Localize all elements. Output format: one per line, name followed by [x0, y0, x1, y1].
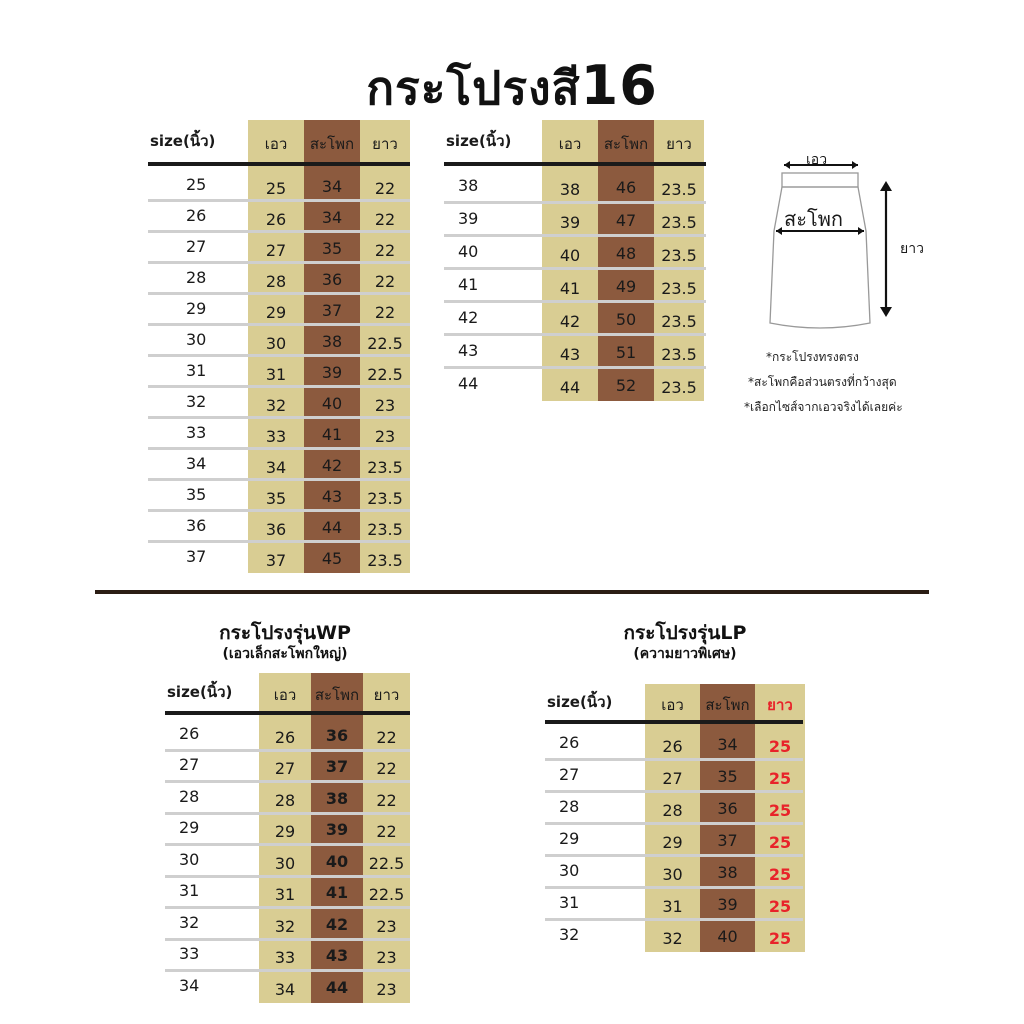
header-waist: เอว — [558, 135, 582, 153]
row-separator — [148, 354, 410, 357]
waist-cell: 37 — [265, 550, 287, 570]
row-separator — [444, 366, 706, 369]
page-title-number: 16 — [580, 54, 658, 117]
header-size: size(นิ้ว) — [150, 132, 216, 150]
length-cell: 22 — [376, 759, 397, 779]
length-cell: 22 — [374, 240, 396, 260]
size-cell: 29 — [559, 829, 580, 848]
hip-cell: 39 — [325, 820, 349, 840]
waist-cell: 44 — [559, 377, 581, 397]
hip-cell: 38 — [717, 863, 738, 882]
waist-cell: 31 — [662, 897, 683, 916]
waist-cell: 32 — [274, 916, 296, 936]
size-cell: 27 — [179, 755, 200, 775]
hip-cell: 47 — [615, 210, 637, 230]
size-cell: 33 — [186, 422, 207, 442]
length-cell: 22 — [376, 790, 397, 810]
hip-cell: 41 — [321, 424, 343, 444]
length-cell: 22 — [374, 302, 396, 322]
row-separator — [165, 875, 410, 878]
wp-subtitle: (เอวเล็กสะโพกใหญ่) — [222, 646, 348, 662]
size-cell: 34 — [186, 453, 207, 473]
row-separator — [148, 509, 410, 512]
row-separator — [165, 969, 410, 972]
hip-cell: 37 — [325, 757, 349, 777]
length-cell: 23.5 — [661, 212, 697, 232]
length-cell: 23.5 — [661, 278, 697, 298]
hip-cell: 51 — [615, 342, 637, 362]
size-cell: 26 — [179, 723, 200, 743]
hip-cell: 38 — [321, 331, 343, 351]
size-cell: 31 — [179, 881, 200, 901]
hip-cell: 37 — [717, 831, 738, 850]
length-cell: 22 — [374, 178, 396, 198]
size-table-main-left — [148, 120, 420, 573]
row-separator — [148, 540, 410, 543]
waist-cell: 25 — [265, 178, 287, 198]
length-cell: 22.5 — [367, 333, 403, 353]
row-separator — [148, 261, 410, 264]
size-cell: 30 — [559, 861, 580, 880]
waist-cell: 32 — [265, 395, 287, 415]
waist-cell: 43 — [559, 344, 581, 364]
waist-cell: 31 — [265, 364, 287, 384]
waist-cell: 26 — [662, 737, 683, 756]
length-cell: 23 — [376, 916, 397, 936]
hip-cell: 34 — [321, 176, 343, 196]
length-cell: 23 — [374, 426, 396, 446]
hip-cell: 52 — [615, 375, 637, 395]
row-separator — [444, 201, 706, 204]
size-cell: 42 — [458, 307, 479, 327]
length-cell: 23 — [376, 948, 397, 968]
waist-cell: 34 — [265, 457, 287, 477]
waist-cell: 42 — [559, 311, 581, 331]
hip-cell: 40 — [321, 393, 343, 413]
length-cell: 25 — [768, 897, 792, 916]
waist-cell: 41 — [559, 278, 581, 298]
row-separator — [545, 918, 803, 921]
size-cell: 43 — [458, 340, 479, 360]
size-cell: 35 — [186, 484, 207, 504]
length-cell: 25 — [768, 769, 792, 788]
waist-cell: 39 — [559, 212, 581, 232]
skirt-diagram — [760, 145, 940, 345]
header-hip: สะโพก — [705, 696, 750, 714]
hip-cell: 45 — [321, 548, 343, 568]
waist-cell: 30 — [662, 865, 683, 884]
waist-cell: 29 — [662, 833, 683, 852]
row-separator — [165, 749, 410, 752]
hip-cell: 39 — [321, 362, 343, 382]
length-cell: 22.5 — [368, 885, 405, 905]
length-cell: 23.5 — [367, 550, 403, 570]
row-separator — [444, 300, 706, 303]
row-separator — [165, 906, 410, 909]
hip-cell: 36 — [717, 799, 738, 818]
header-hip: สะโพก — [603, 135, 649, 153]
waist-cell: 34 — [274, 979, 296, 999]
length-cell: 25 — [768, 865, 792, 884]
row-separator — [148, 292, 410, 295]
length-cell: 23 — [374, 395, 396, 415]
lp-title: กระโปรงรุ่นLP — [623, 622, 747, 644]
row-separator — [545, 854, 803, 857]
hip-cell: 36 — [321, 269, 343, 289]
length-cell: 23.5 — [661, 311, 697, 331]
size-table-wp — [165, 673, 420, 1003]
size-cell: 26 — [186, 205, 207, 225]
waist-cell: 36 — [265, 519, 287, 539]
row-separator — [444, 267, 706, 270]
length-cell: 23.5 — [367, 457, 403, 477]
header-length: ยาว — [767, 696, 793, 714]
hip-cell: 49 — [615, 276, 637, 296]
size-cell: 30 — [186, 329, 207, 349]
waist-cell: 26 — [274, 727, 296, 747]
length-cell: 22 — [374, 271, 396, 291]
hip-cell: 34 — [717, 735, 738, 754]
row-separator — [165, 938, 410, 941]
size-cell: 27 — [559, 765, 580, 784]
waist-cell: 32 — [662, 929, 683, 948]
size-cell: 28 — [179, 786, 200, 806]
length-cell: 22 — [376, 822, 397, 842]
size-cell: 28 — [186, 267, 207, 287]
size-cell: 32 — [186, 391, 207, 411]
size-cell: 31 — [186, 360, 207, 380]
hip-cell: 35 — [717, 767, 738, 786]
length-cell: 25 — [768, 737, 792, 756]
size-cell: 26 — [559, 733, 580, 752]
diagram-waist-label: เอว — [806, 152, 828, 168]
header-size: size(นิ้ว) — [167, 683, 233, 701]
header-size: size(นิ้ว) — [446, 132, 512, 150]
row-separator — [444, 234, 706, 237]
note-choose: *เลือกไซส์จากเอวจริงได้เลยค่ะ — [744, 400, 903, 414]
hip-cell: 48 — [615, 243, 637, 263]
hip-cell: 44 — [321, 517, 343, 537]
hip-cell: 40 — [325, 851, 349, 871]
header-waist: เอว — [264, 135, 288, 153]
size-table-lp — [545, 684, 813, 952]
size-cell: 36 — [186, 515, 207, 535]
size-cell: 33 — [179, 944, 200, 964]
size-cell: 38 — [458, 175, 479, 195]
diagram-hip-label: สะโพก — [784, 207, 843, 231]
waist-cell: 33 — [265, 426, 287, 446]
hip-cell: 34 — [321, 207, 343, 227]
hip-cell: 43 — [321, 486, 343, 506]
header-waist: เอว — [273, 686, 297, 704]
header-waist: เอว — [661, 696, 684, 714]
row-separator — [545, 886, 803, 889]
row-separator — [545, 822, 803, 825]
size-cell: 44 — [458, 373, 479, 393]
hip-cell: 35 — [321, 238, 343, 258]
hip-cell: 42 — [321, 455, 343, 475]
row-separator — [545, 790, 803, 793]
waist-cell: 29 — [274, 822, 296, 842]
header-size: size(นิ้ว) — [547, 693, 613, 711]
waist-cell: 30 — [265, 333, 287, 353]
row-separator — [148, 323, 410, 326]
length-cell: 22.5 — [368, 853, 405, 873]
length-cell: 22.5 — [367, 364, 403, 384]
waist-cell: 38 — [559, 179, 581, 199]
note-hip: *สะโพกคือส่วนตรงที่กว้างสุด — [748, 375, 897, 389]
waist-cell: 26 — [265, 209, 287, 229]
waist-cell: 28 — [662, 801, 683, 820]
hip-cell: 43 — [325, 946, 349, 966]
hip-cell: 36 — [325, 725, 349, 745]
page-title — [0, 52, 1024, 125]
length-cell: 23.5 — [661, 344, 697, 364]
row-separator — [148, 447, 410, 450]
row-separator — [165, 812, 410, 815]
hip-cell: 46 — [615, 177, 637, 197]
size-cell: 37 — [186, 546, 207, 566]
hip-cell: 42 — [325, 914, 349, 934]
size-cell: 28 — [559, 797, 580, 816]
length-cell: 22 — [374, 209, 396, 229]
size-cell: 31 — [559, 893, 580, 912]
waist-cell: 30 — [274, 853, 296, 873]
waist-cell: 28 — [274, 790, 296, 810]
size-cell: 29 — [179, 818, 200, 838]
waist-cell: 40 — [559, 245, 581, 265]
waist-cell: 27 — [265, 240, 287, 260]
size-cell: 34 — [179, 975, 200, 995]
hip-cell: 39 — [717, 895, 738, 914]
section-divider — [95, 590, 929, 594]
waist-cell: 31 — [274, 885, 296, 905]
row-separator — [148, 416, 410, 419]
length-cell: 23.5 — [661, 245, 697, 265]
hip-cell: 40 — [717, 927, 738, 946]
length-cell: 25 — [768, 929, 792, 948]
header-rule — [444, 162, 706, 166]
header-length: ยาว — [372, 135, 398, 153]
lp-subtitle: (ความยาวพิเศษ) — [633, 646, 737, 662]
size-cell: 39 — [458, 208, 479, 228]
length-cell: 25 — [768, 801, 792, 820]
length-cell: 23.5 — [661, 377, 697, 397]
size-cell: 41 — [458, 274, 479, 294]
size-cell: 30 — [179, 849, 200, 869]
length-cell: 23 — [376, 979, 397, 999]
waist-cell: 27 — [274, 759, 296, 779]
hip-cell: 44 — [325, 977, 349, 997]
row-separator — [148, 478, 410, 481]
waist-cell: 27 — [662, 769, 683, 788]
row-separator — [148, 385, 410, 388]
waist-cell: 35 — [265, 488, 287, 508]
row-separator — [148, 230, 410, 233]
header-length: ยาว — [373, 686, 400, 704]
row-separator — [148, 199, 410, 202]
length-cell: 23.5 — [661, 179, 697, 199]
header-rule — [165, 711, 410, 715]
wp-title: กระโปรงรุ่นWP — [219, 622, 351, 644]
header-hip: สะโพก — [309, 135, 355, 153]
note-straight: *กระโปรงทรงตรง — [766, 350, 859, 364]
size-cell: 32 — [559, 925, 580, 944]
hip-cell: 37 — [321, 300, 343, 320]
row-separator — [165, 780, 410, 783]
row-separator — [444, 333, 706, 336]
size-cell: 29 — [186, 298, 207, 318]
row-separator — [165, 843, 410, 846]
size-table-main-right — [444, 120, 716, 401]
waist-cell: 29 — [265, 302, 287, 322]
diagram-length-label: ยาว — [900, 241, 924, 257]
waist-cell: 28 — [265, 271, 287, 291]
hip-cell: 38 — [325, 788, 349, 808]
size-cell: 27 — [186, 236, 207, 256]
size-cell: 32 — [179, 912, 200, 932]
length-cell: 25 — [768, 833, 792, 852]
size-cell: 40 — [458, 241, 479, 261]
row-separator — [545, 758, 803, 761]
waist-cell: 33 — [274, 948, 296, 968]
length-cell: 23.5 — [367, 519, 403, 539]
page-title-text: กระโปรงสี — [366, 61, 581, 115]
header-rule — [545, 720, 803, 724]
header-rule — [148, 162, 410, 166]
length-cell: 22 — [376, 727, 397, 747]
hip-cell: 41 — [325, 883, 349, 903]
hip-cell: 50 — [615, 309, 637, 329]
length-cell: 23.5 — [367, 488, 403, 508]
header-length: ยาว — [666, 135, 692, 153]
size-cell: 25 — [186, 174, 207, 194]
header-hip: สะโพก — [314, 686, 360, 704]
